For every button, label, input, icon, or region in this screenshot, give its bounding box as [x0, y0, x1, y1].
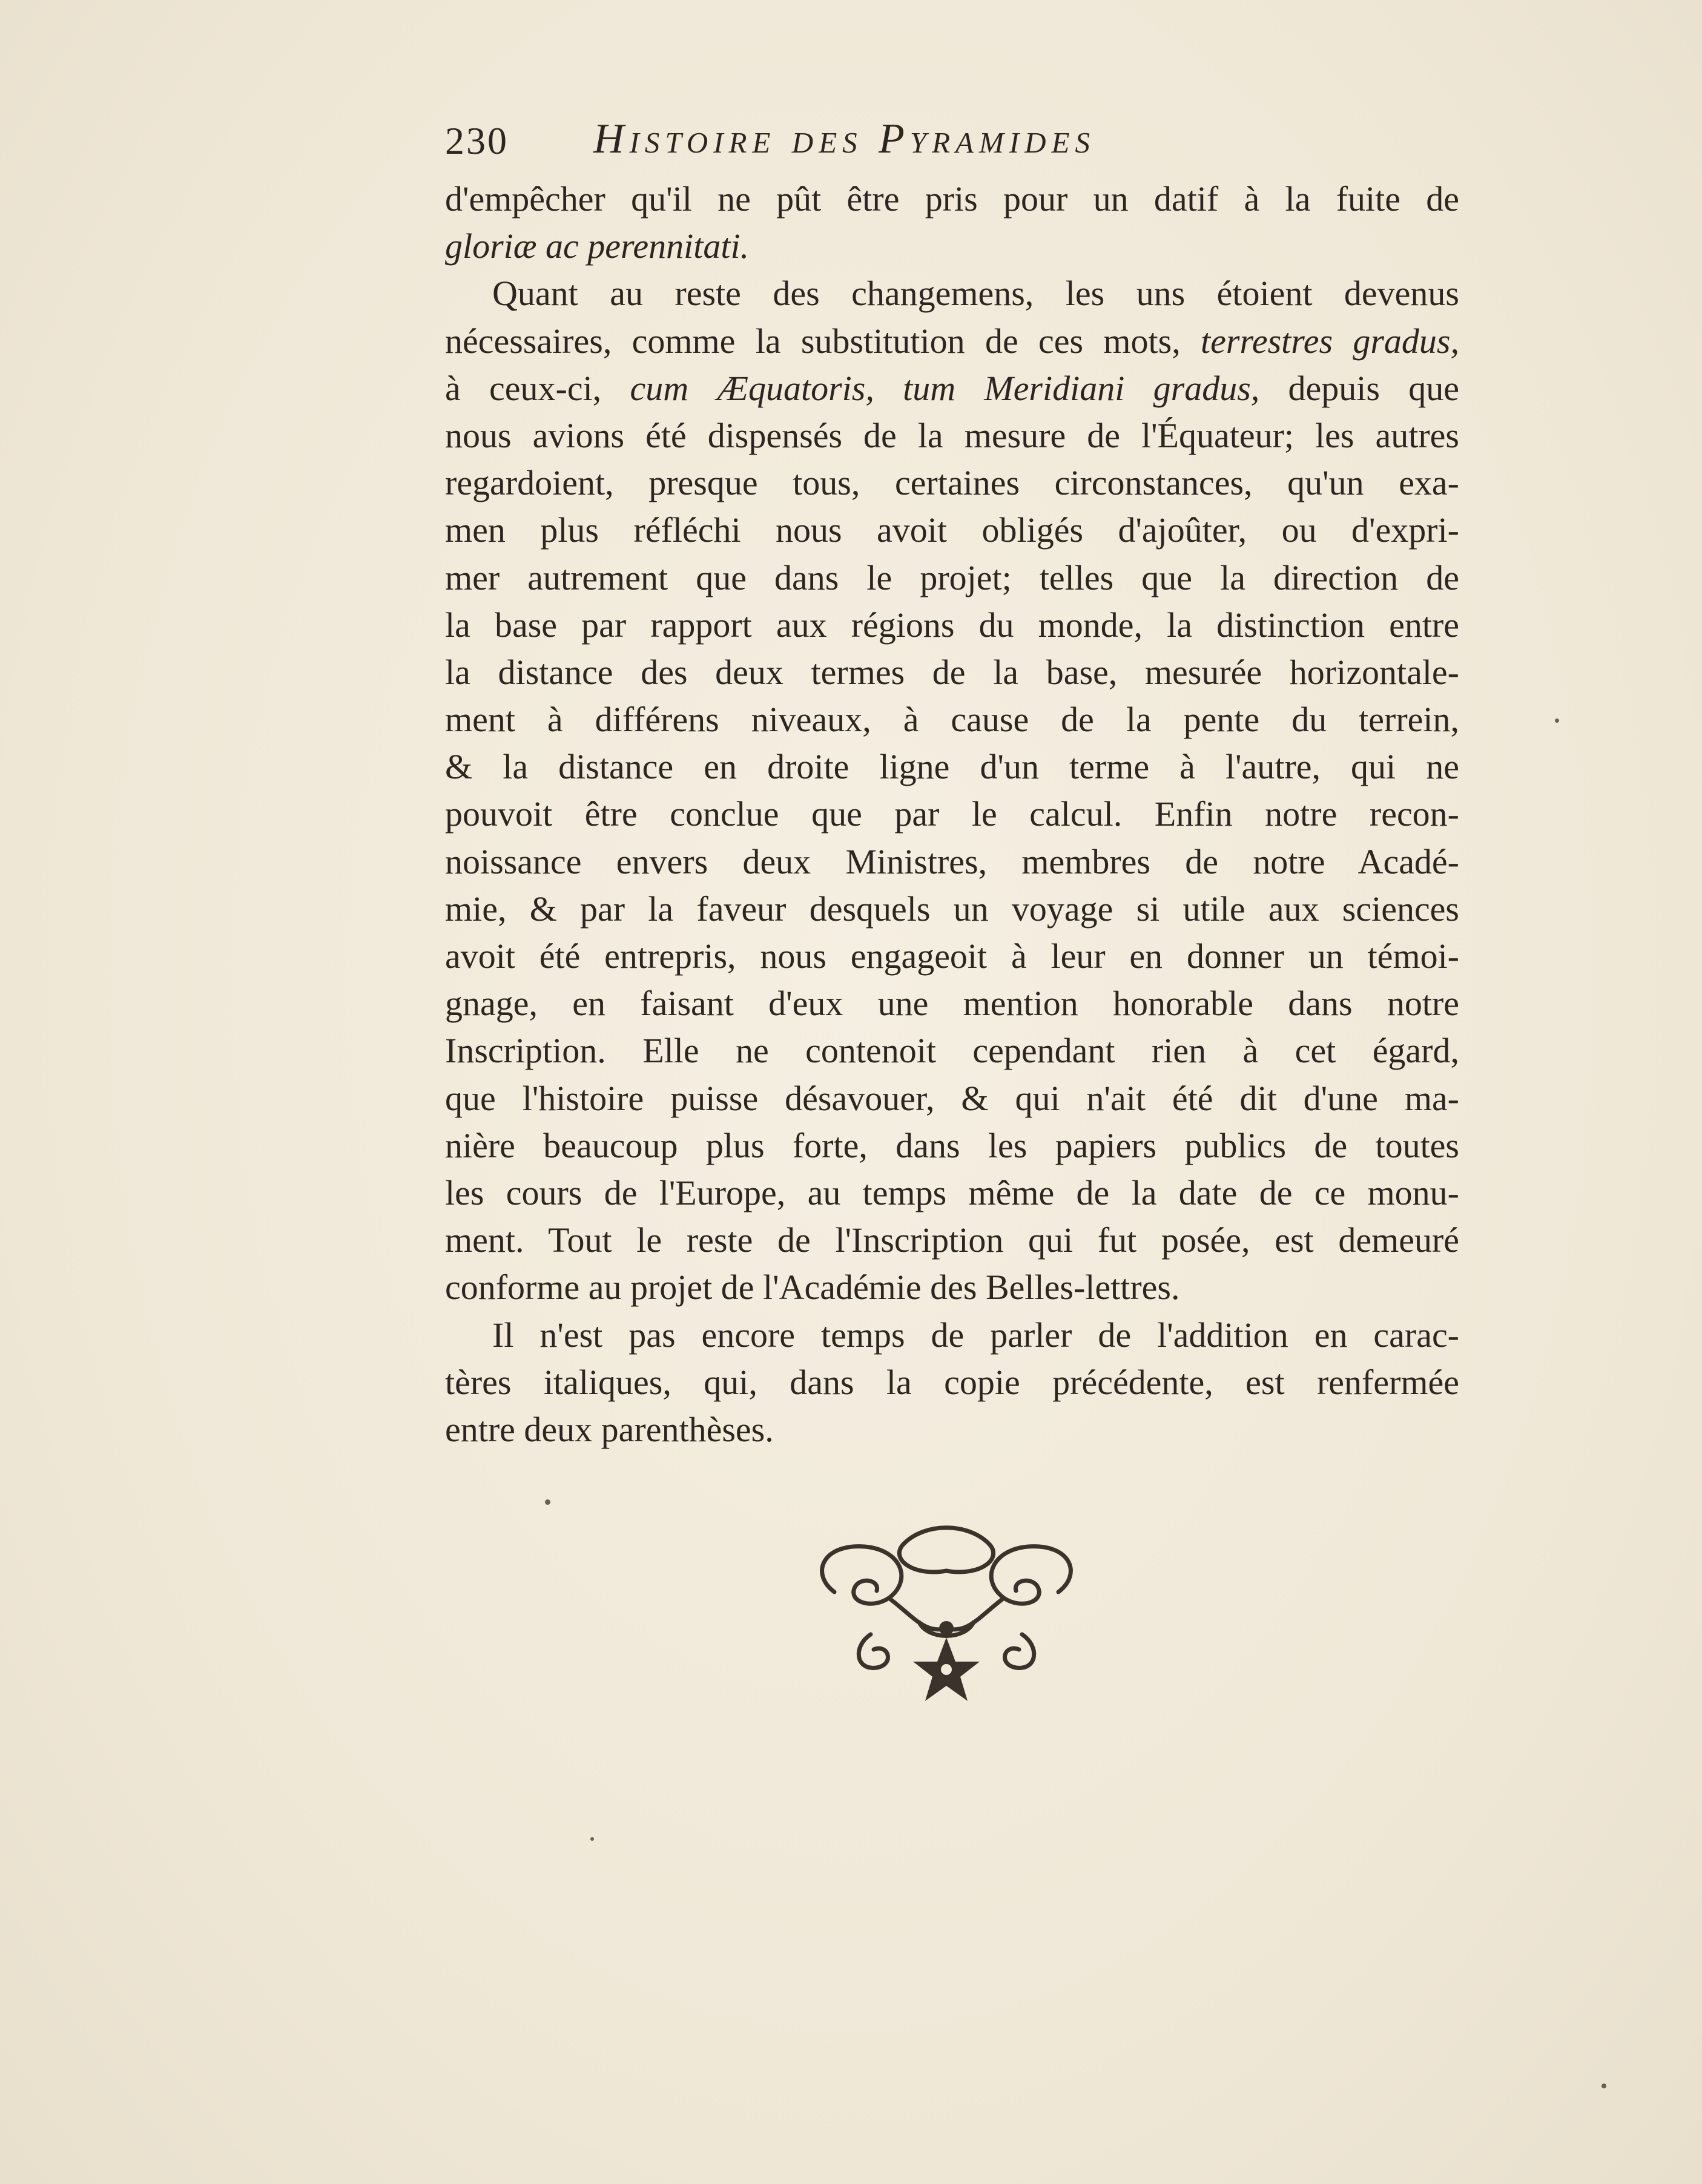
roman-text: ment. Tout le reste de l'Inscription qui fut posée, est demeuré — [445, 1220, 1459, 1260]
roman-text: Quant au reste des changemens, les uns étoient devenus — [492, 274, 1459, 314]
roman-text: pouvoit être conclue que par le calcul. Enfin notre recon- — [445, 794, 1459, 834]
text-line — [445, 223, 1459, 270]
text-line — [445, 791, 1459, 838]
text-line — [445, 1406, 1459, 1453]
text-line — [445, 649, 1459, 696]
body-text — [445, 176, 1459, 1453]
roman-text: la base par rapport aux régions du monde, la distinction entre — [445, 605, 1459, 645]
paper-speck — [590, 1837, 594, 1841]
text-line — [445, 1359, 1459, 1406]
text-line — [445, 1217, 1459, 1264]
text-line — [445, 1122, 1459, 1169]
text-line — [445, 459, 1459, 507]
text-line — [445, 507, 1459, 554]
text-line — [445, 743, 1459, 791]
roman-text: tères italiques, qui, dans la copie précédente, est renfermée — [445, 1362, 1459, 1402]
italic-text: terrestres gradus, — [1201, 321, 1459, 361]
text-line — [445, 412, 1459, 459]
roman-text: à ceux-ci, — [445, 368, 630, 408]
roman-text: la distance des deux termes de la base, mesurée horizontale- — [445, 652, 1459, 692]
italic-text: gloriæ ac perennitati. — [445, 226, 750, 266]
roman-text: nous avions été dispensés de la mesure de l'Équateur; les autres — [445, 415, 1459, 455]
text-line — [445, 1075, 1459, 1122]
running-head: Histoire des Pyramides — [593, 116, 1095, 162]
roman-text: mer autrement que dans le projet; telles que la direction de — [445, 558, 1459, 597]
text-line — [445, 1169, 1459, 1217]
roman-text: nière beaucoup plus forte, dans les papiers publics de toutes — [445, 1125, 1459, 1165]
roman-text: men plus réfléchi nous avoit obligés d'ajoûter, ou d'expri- — [445, 510, 1459, 550]
roman-text: mie, & par la faveur desquels un voyage si utile aux sciences — [445, 889, 1459, 929]
text-line — [445, 1027, 1459, 1074]
roman-text: les cours de l'Europe, au temps même de la date de ce monu- — [445, 1173, 1459, 1212]
roman-text: conforme au projet de l'Académie des Belles-lettres. — [445, 1268, 1180, 1307]
text-line — [445, 980, 1459, 1027]
text-line — [445, 886, 1459, 933]
italic-text: cum Æquatoris, tum Meridiani gradus, — [630, 368, 1260, 408]
roman-text: depuis que — [1259, 368, 1460, 408]
text-line — [445, 838, 1459, 886]
paper-speck — [545, 1499, 550, 1505]
paper-speck — [1601, 2084, 1606, 2088]
roman-text: Il n'est pas encore temps de parler de l'addition en carac- — [492, 1315, 1459, 1355]
text-line — [445, 318, 1459, 365]
roman-text: Inscription. Elle ne contenoit cependant rien à cet égard, — [445, 1031, 1459, 1071]
text-line — [445, 554, 1459, 602]
roman-text: noissance envers deux Ministres, membres de notre Acadé- — [445, 841, 1459, 881]
tailpiece-vignette-icon — [798, 1519, 1095, 1713]
roman-text: avoit été entrepris, nous engageoit à leur en donner un témoi- — [445, 936, 1459, 976]
roman-text: gnage, en faisant d'eux une mention honorable dans notre — [445, 984, 1459, 1024]
text-line — [445, 933, 1459, 980]
text-line — [445, 1312, 1459, 1359]
roman-text: que l'histoire puisse désavouer, & qui n'ait été dit d'une ma- — [445, 1078, 1459, 1118]
roman-text: nécessaires, comme la substitution de ces mots, — [445, 321, 1201, 361]
text-line — [445, 1264, 1459, 1311]
paper-speck — [1555, 719, 1559, 723]
roman-text: ment à différens niveaux, à cause de la pente du terrein, — [445, 700, 1459, 740]
text-line — [445, 602, 1459, 649]
roman-text: d'empêcher qu'il ne pût être pris pour un datif à la fuite de — [445, 179, 1459, 219]
roman-text: regardoient, presque tous, certaines circonstances, qu'un exa- — [445, 463, 1459, 503]
text-line — [445, 270, 1459, 317]
text-line — [445, 365, 1459, 412]
text-line — [445, 696, 1459, 743]
page-number: 230 — [445, 119, 509, 162]
roman-text: & la distance en droite ligne d'un terme à l'autre, qui ne — [445, 747, 1459, 787]
page-header — [445, 115, 1474, 169]
text-line — [445, 176, 1459, 223]
roman-text: entre deux parenthèses. — [445, 1409, 774, 1449]
